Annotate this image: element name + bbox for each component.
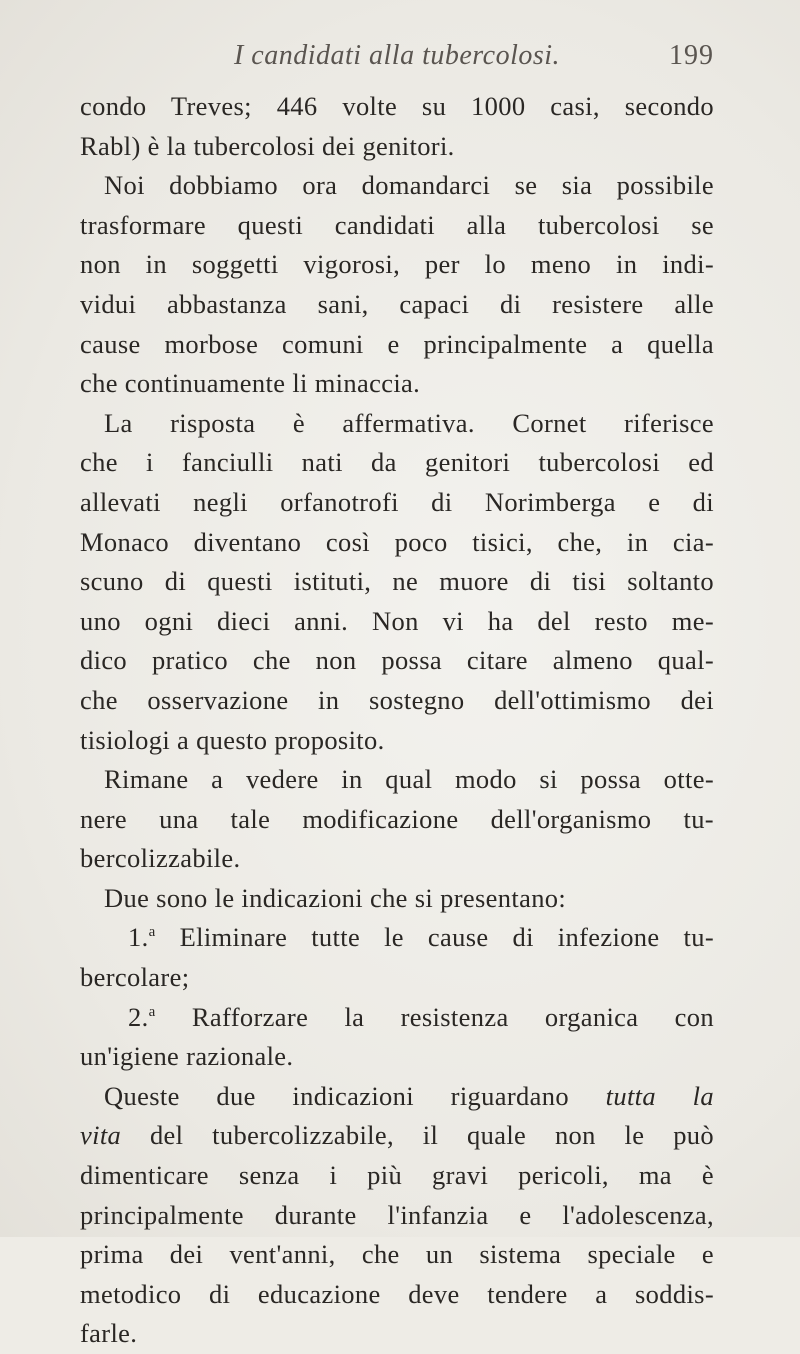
text-line: Monaco diventano così poco tisici, che, in cia- [80,526,714,557]
running-title: I candidati alla tubercolosi. [233,40,561,71]
text-line: dimenticare senza i più gravi pericoli, ma è [80,1160,714,1191]
text-line: nere una tale modificazione dell'organismo tu- [80,803,714,834]
text-line: Rabl) è la tubercolosi dei genitori. [80,130,455,161]
italic-emphasis: tutta la [605,1080,714,1111]
text-segment: Queste due indicazioni riguardano [104,1080,569,1111]
text-line: non in soggetti vigorosi, per lo meno in indi- [80,249,714,280]
text-line [80,1077,714,1117]
text-line: farle. [80,1318,138,1349]
text-line: che continuamente li minaccia. [80,368,421,399]
text-line: dico pratico che non possa citare almeno qual- [80,645,714,676]
text-line: vidui abbastanza sani, capaci di resistere alle [80,288,714,319]
text-line: prima dei vent'anni, che un sistema speciale e [80,1239,714,1270]
list-item-2 [80,998,714,1038]
ordinal-suffix: a [148,1003,156,1020]
list-item-text: Eliminare tutte le cause di infezione tu- [179,922,714,953]
text-line: che osservazione in sostegno dell'ottimismo dei [80,684,714,715]
italic-emphasis: vita [80,1120,122,1151]
list-item-text: Rafforzare la resistenza organica con [191,1001,714,1032]
text-line: metodico di educazione deve tendere a soddis- [80,1278,714,1309]
text-line [80,1116,714,1156]
list-number: 2. [128,1001,149,1032]
text-line: scuno di questi istituti, ne muore di tisi soltanto [80,566,714,597]
text-line: condo Treves; 446 volte su 1000 casi, secondo [80,91,714,121]
text-line: principalmente durante l'infanzia e l'adolescenza, [80,1199,714,1230]
list-number: 1. [128,922,149,953]
text-line: un'igiene razionale. [80,1041,294,1072]
body-text [80,87,714,1354]
text-line: La risposta è affermativa. Cornet riferisce [104,407,714,438]
text-line: Noi dobbiamo ora domandarci se sia possibile [104,170,714,201]
text-line: allevati negli orfanotrofi di Norimberga e di [80,486,714,517]
text-segment: del tubercolizzabile, il quale non le può [149,1120,714,1151]
text-line: bercolare; [80,962,190,993]
text-line: Rimane a vedere in qual modo si possa otte- [104,764,714,795]
running-head [80,36,714,84]
text-line: che i fanciulli nati da genitori tubercolosi ed [80,447,714,478]
ordinal-suffix: a [148,924,156,941]
text-line: tisiologi a questo proposito. [80,724,385,755]
text-line: cause morbose comuni e principalmente a quella [80,328,714,359]
page-number: 199 [669,40,714,71]
list-item-1 [80,918,714,958]
text-line: bercolizzabile. [80,843,241,874]
text-line: Due sono le indicazioni che si presentano: [104,882,567,913]
text-line: uno ogni dieci anni. Non vi ha del resto me- [80,605,714,636]
text-line: trasformare questi candidati alla tubercolosi se [80,209,714,240]
